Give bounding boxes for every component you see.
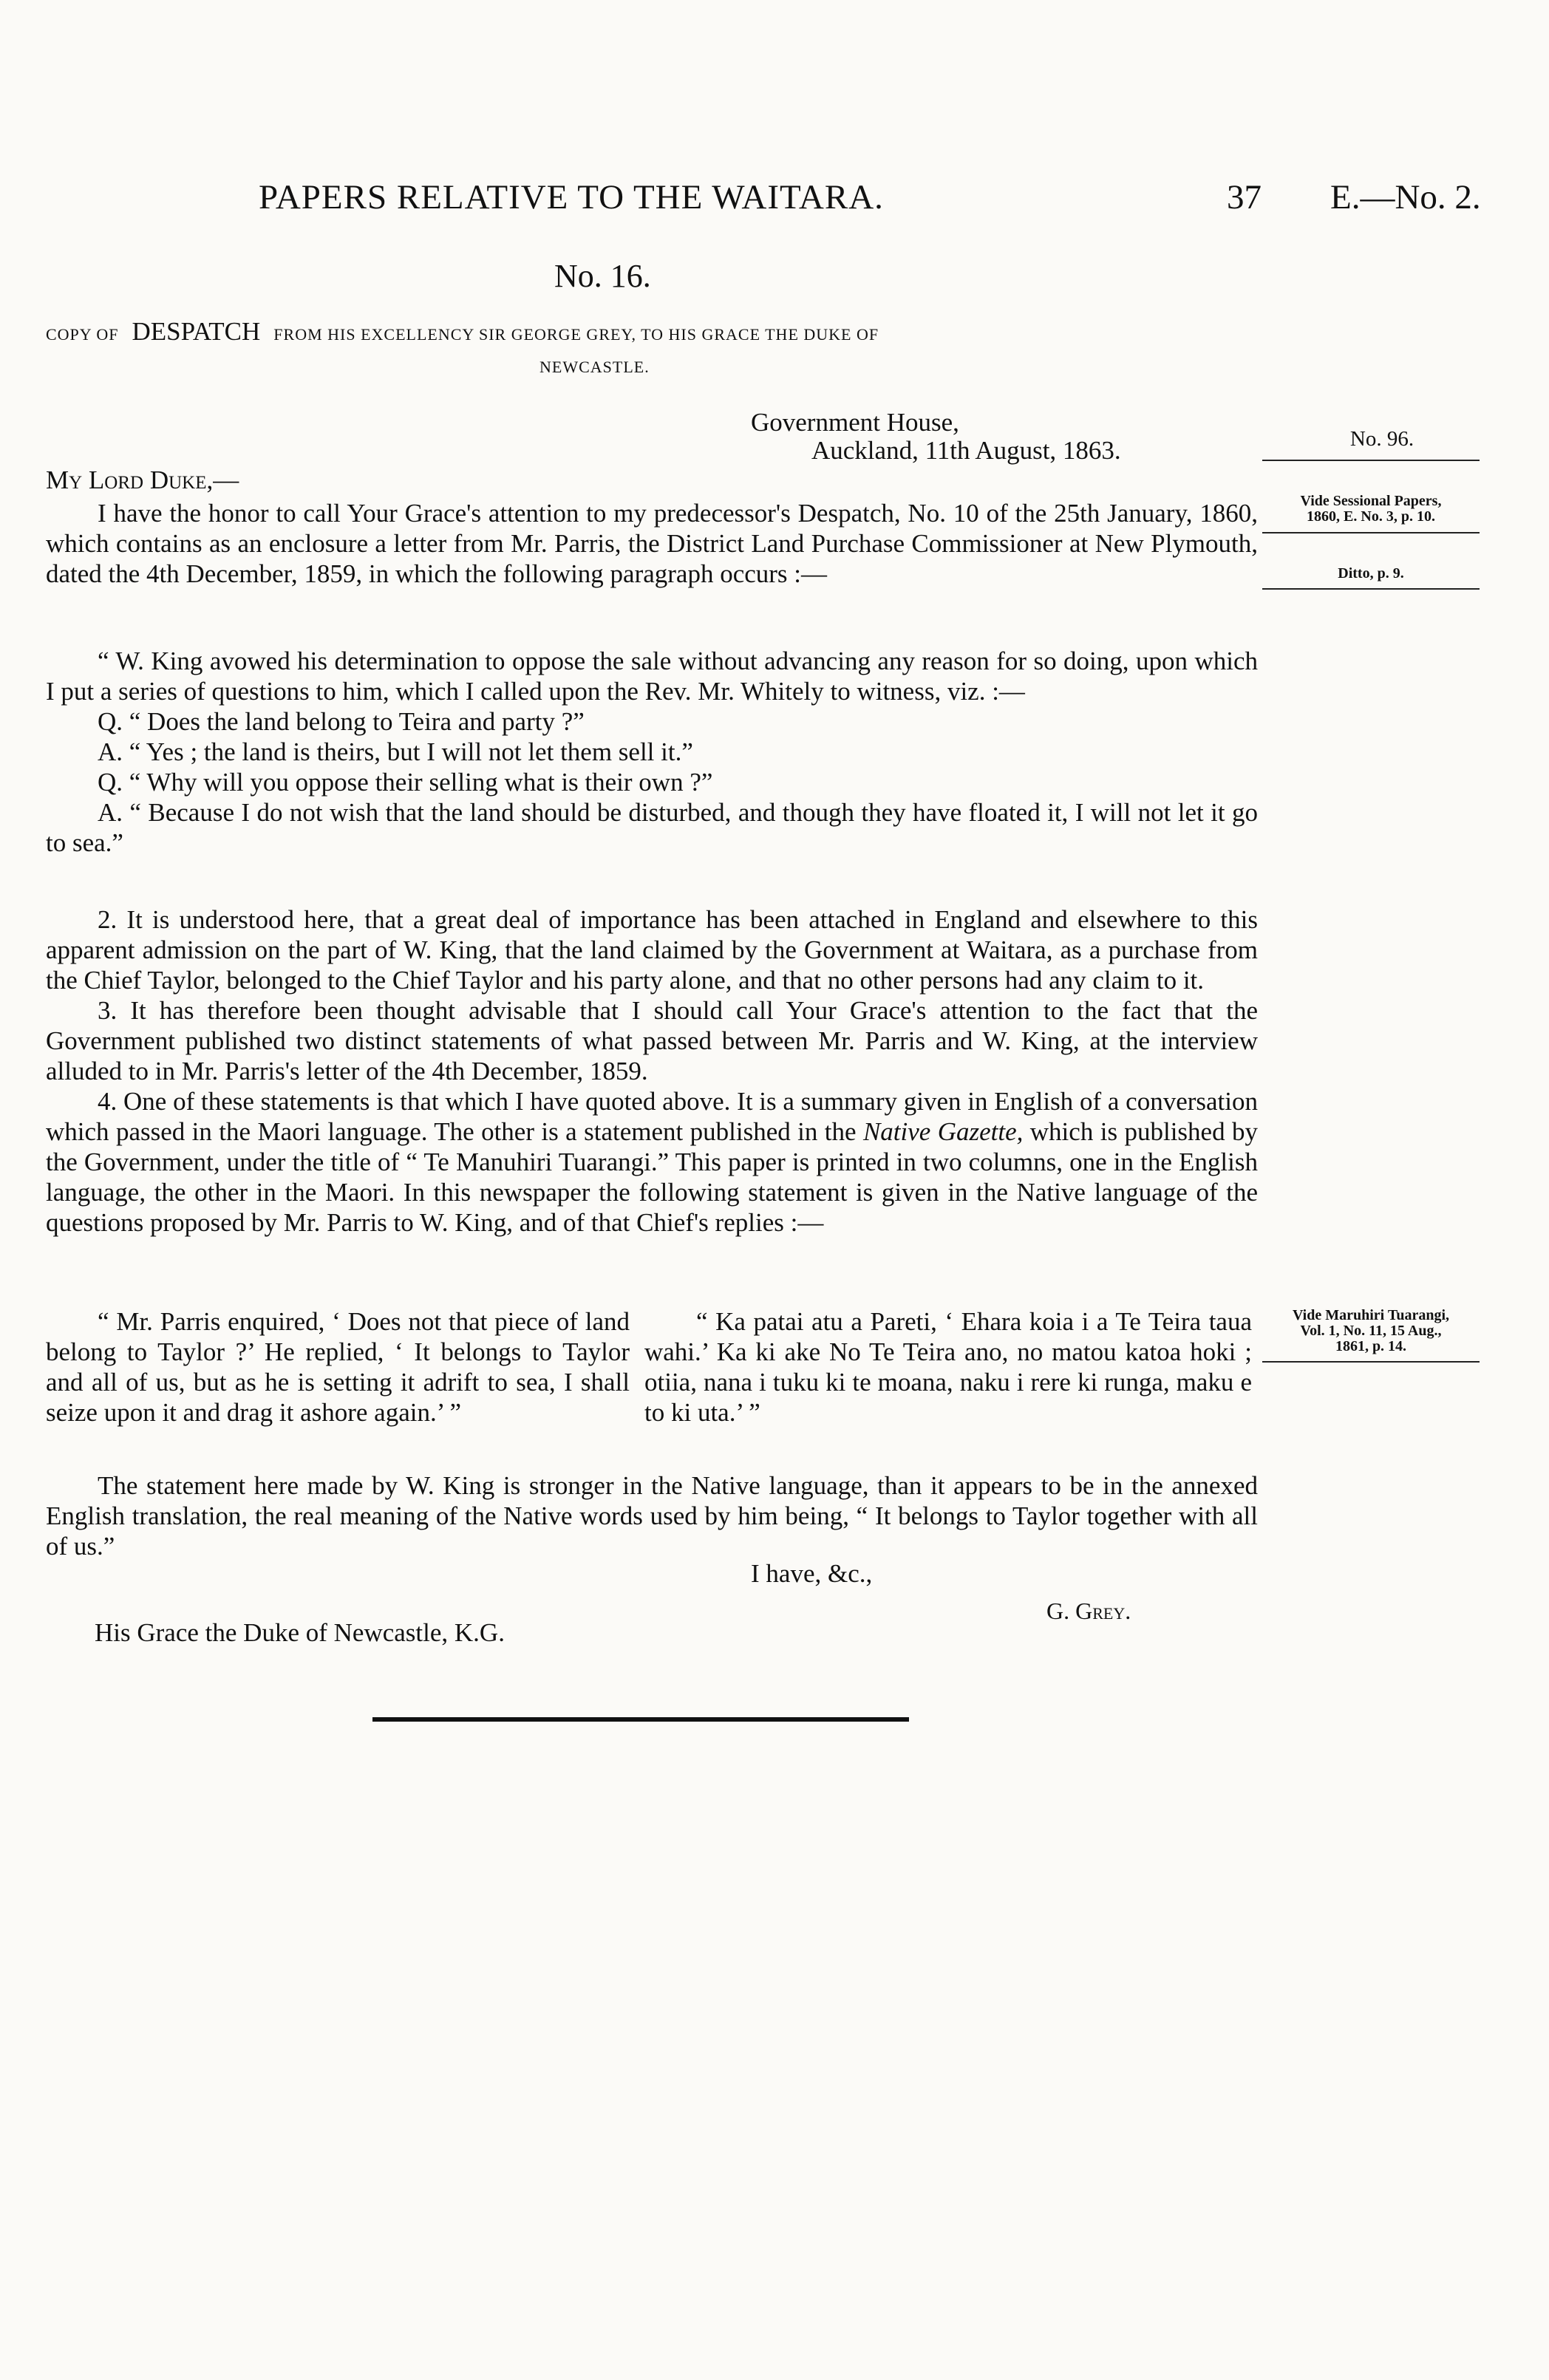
address-line-2: Auckland, 11th August, 1863.	[811, 436, 1121, 465]
caption-copy: COPY OF	[46, 325, 119, 344]
address-line-1: Government House,	[751, 408, 959, 437]
side-note-3-line-1: Vide Maruhiri Tuarangi,	[1292, 1307, 1450, 1323]
paragraph-4-part-b: which is published by the Government, under the title of “ Te Manuhiri Tuarangi.” This paper is printed in two columns, one in the English language, the other in the Maori. In this newspaper the following statement is given in the Native language of the questions proposed by Mr. Parris to W. King, and of that Chief's replies :—	[46, 1117, 1258, 1237]
paragraph-1	[46, 498, 1258, 589]
side-note-1-line-2: 1860, E. No. 3, p. 10.	[1307, 508, 1435, 525]
page-number: 37	[1227, 178, 1262, 216]
maori-column	[644, 1306, 1252, 1428]
running-title: PAPERS RELATIVE TO THE WAITARA.	[259, 178, 884, 216]
question-2: Q. “ Why will you oppose their selling what is their own ?”	[98, 768, 713, 797]
side-note-3-line-2: Vol. 1, No. 11, 15 Aug.,	[1300, 1323, 1442, 1339]
side-note-3-line-3: 1861, p. 14.	[1335, 1338, 1407, 1354]
despatch-caption	[46, 319, 1258, 350]
despatch-number-note: No. 96.	[1349, 427, 1414, 451]
valediction: I have, &c.,	[751, 1559, 873, 1588]
side-note-sessional-papers	[1262, 494, 1480, 525]
signature-name: Grey.	[1075, 1598, 1131, 1624]
paragraph-5-text: The statement here made by W. King is stronger in the Native language, than it appears to be in the annexed English translation, the real meaning of the Native words used by him being, “ It belongs to Taylor together with all of us.”	[46, 1471, 1258, 1561]
caption-despatch: DESPATCH	[132, 317, 261, 346]
closing-rule	[372, 1717, 909, 1722]
paragraph-3: 3. It has therefore been thought advisable that I should call Your Grace's attention to the fact that the Government published two distinct statements of what passed between Mr. Parris and W. King, at the interview alluded to in Mr. Parris's letter of the 4th December, 1859.	[46, 996, 1258, 1085]
paper-reference: E.—No. 2.	[1330, 178, 1481, 216]
margin-rule-3	[1262, 588, 1480, 590]
paragraph-1-text: I have the honor to call Your Grace's attention to my predecessor's Despatch, No. 10 of the 25th January, 1860, which contains as an enclosure a letter from Mr. Parris, the District Land Purchase Commissioner at New Plymouth, dated the 4th December, 1859, in which the following paragraph occurs :—	[46, 499, 1258, 588]
side-note-maruhiri	[1262, 1308, 1480, 1354]
addressee: His Grace the Duke of Newcastle, K.G.	[95, 1618, 505, 1647]
margin-rule-1	[1262, 460, 1480, 461]
english-column	[46, 1306, 630, 1428]
answer-2: A. “ Because I do not wish that the land should be disturbed, and though they have floated it, I will not let it go to sea.”	[46, 798, 1258, 857]
paragraphs-2-4	[46, 904, 1258, 1238]
english-column-text: “ Mr. Parris enquired, ‘ Does not that piece of land belong to Taylor ?’ He replied, ‘ It belongs to Taylor and all of us, but as he is setting it adrift to sea, I shall seize upon it and drag it ashore again.’ ”	[46, 1307, 630, 1427]
answer-1: A. “ Yes ; the land is theirs, but I will not let them sell it.”	[98, 737, 693, 766]
native-gazette-title: Native Gazette,	[862, 1117, 1024, 1146]
maori-column-text: “ Ka patai atu a Pareti, ‘ Ehara koia i a Te Teira taua wahi.’ Ka ki ake No Te Teira ano, no matou katoa hoki ; otiia, nana i tuku ki te moana, naku i rere ki runga, maku e to ki uta.’ ”	[644, 1307, 1252, 1427]
margin-rule-4	[1262, 1361, 1480, 1363]
caption-newcastle: NEWCASTLE.	[539, 358, 650, 376]
margin-rule-2	[1262, 532, 1480, 533]
paragraph-2: 2. It is understood here, that a great deal of importance has been attached in England and elsewhere to this apparent admission on the part of W. King, that the land claimed by the Government at Waitara, as a purchase from the Chief Taylor, belonged to the Chief Taylor and his party alone, and that no other persons had any claim to it.	[46, 905, 1258, 995]
salutation: My Lord Duke,—	[46, 466, 239, 494]
question-1: Q. “ Does the land belong to Teira and party ?”	[98, 707, 585, 736]
paragraph-5	[46, 1470, 1258, 1561]
side-note-ditto: Ditto, p. 9.	[1338, 565, 1404, 582]
signature	[1046, 1598, 1131, 1625]
quoted-passage	[46, 646, 1258, 858]
quote-intro: “ W. King avowed his determination to oppose the sale without advancing any reason for so doing, upon which I put a series of questions to him, which I called upon the Rev. Mr. Whitely to witness, viz. :—	[46, 647, 1258, 706]
signature-initial: G.	[1046, 1598, 1076, 1624]
caption-rest: FROM HIS EXCELLENCY SIR GEORGE GREY, TO HIS GRACE THE DUKE OF	[273, 325, 879, 344]
document-number: No. 16.	[554, 258, 651, 294]
paragraph-4	[46, 1086, 1258, 1238]
side-note-1-line-1: Vide Sessional Papers,	[1300, 493, 1442, 509]
paragraph-4-part-a: 4. One of these statements is that which I have quoted above. It is a summary given in English of a conversation which passed in the Maori language. The other is a statement published in the	[46, 1087, 1258, 1146]
